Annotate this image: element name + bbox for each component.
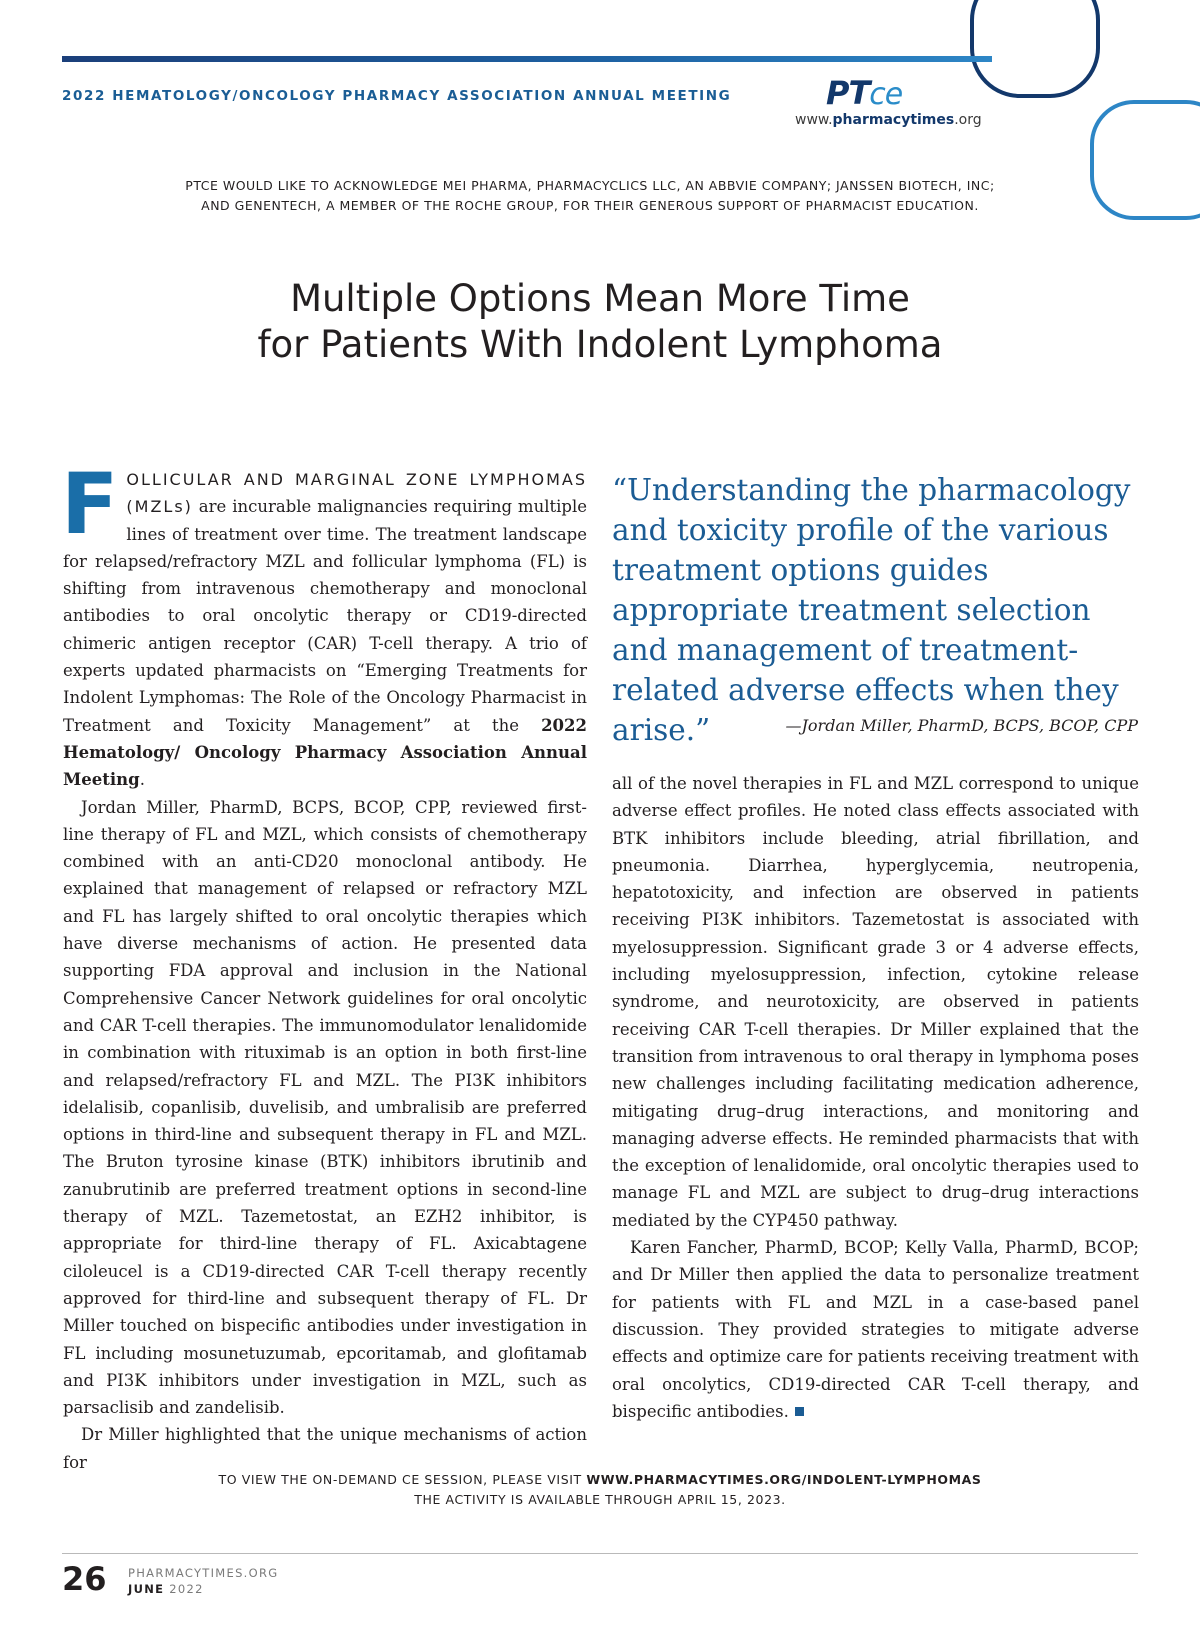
- footer-date: [128, 1582, 204, 1596]
- cta-block: [100, 1470, 1100, 1510]
- acknowledgement-line-2: AND GENENTECH, A MEMBER OF THE ROCHE GROUP, FOR THEIR GENEROUS SUPPORT OF PHARMACIST EDUCATION.: [201, 198, 979, 213]
- lead-in: OLLICULAR AND MARGINAL ZONE LYMPHOMAS (MZLs): [126, 470, 587, 517]
- title-line-2: for Patients With Indolent Lymphoma: [257, 323, 943, 366]
- paragraph-1-end: .: [139, 770, 145, 790]
- left-column: [61, 455, 587, 1476]
- paragraph-4-text: Karen Fancher, PharmD, BCOP; Kelly Valla, PharmD, BCOP; and Dr Miller then applied the data to personalize treatment for patients with FL and MZL in a case-based panel discussion. They provided strategies to mitigate adverse effects and optimize care for patients receiving treatment with oral oncolytics, CD19-directed CAR T-cell therapy, and bispecific antibodies.: [612, 1238, 1139, 1421]
- article-title: [120, 276, 1080, 368]
- meeting-name: 2022 HEMATOLOGY/ONCOLOGY PHARMACY ASSOCIATION ANNUAL MEETING: [62, 88, 732, 104]
- drop-cap: F: [61, 455, 119, 553]
- logo-url-domain: pharmacytimes: [832, 112, 955, 128]
- paragraph-2: Jordan Miller, PharmD, BCPS, BCOP, CPP, reviewed first-line therapy of FL and MZL, which consists of chemotherapy combined with an anti-CD20 monoclonal antibody. He explained that management of relapsed or refractory MZL and FL has largely shifted to oral oncolytic therapies which have diverse mechanisms of action. He presented data supporting FDA approval and inclusion in the National Comprehensive Cancer Network guidelines for oral oncolytic and CAR T-cell therapies. The immunomodulator lenalidomide in combination with rituximab is an option in both first-line and relapsed/refractory FL and MZL. The PI3K inhibitors idelalisib, copanlisib, duvelisib, and umbralisib are preferred options in third-line and subsequent therapy in FL and MZL. The Bruton tyrosine kinase (BTK) inhibitors ibrutinib and zanubrutinib are preferred treatment options in second-line therapy of MZL. Tazemetostat, an EZH2 inhibitor, is appropriate for third-line therapy of FL. Axicabtagene ciloleucel is a CD19-directed CAR T-cell therapy recently approved for third-line and subsequent therapy of FL. Dr Miller touched on bispecific antibodies under investigation in FL including mosunetuzumab, epcoritamab, and glofitamab and PI3K inhibitors under investigation in MZL, such as parsaclisib and zandelisib.: [63, 797, 587, 1418]
- end-mark-icon: [795, 1407, 804, 1416]
- meeting-reference: 2022 Hematology/ Oncology Pharmacy Association Annual Meeting: [63, 715, 587, 790]
- decorative-rounded-square-navy: [970, 0, 1100, 98]
- page-number: 26: [62, 1560, 107, 1598]
- logo-pt: PT: [826, 74, 870, 112]
- pull-quote: “Understanding the pharmacology and toxicity profile of the various treatment options guides appropriate treatment selection and management of treatment-related adverse effects when they arise.”: [612, 473, 1131, 747]
- logo-url-prefix: www.: [795, 112, 833, 128]
- cta-prefix: TO VIEW THE ON-DEMAND CE SESSION, PLEASE VISIT: [218, 1472, 587, 1487]
- paragraph-1: [61, 455, 587, 794]
- logo-url: [795, 112, 982, 128]
- cta-line-2: THE ACTIVITY IS AVAILABLE THROUGH APRIL 15, 2023.: [414, 1492, 786, 1507]
- logo-ce: ce: [869, 77, 903, 112]
- cta-line-1: [100, 1470, 1100, 1490]
- right-column: [612, 770, 1139, 1425]
- ptce-logo: [826, 74, 902, 112]
- paragraph-3: Dr Miller highlighted that the unique mechanisms of action for: [63, 1425, 587, 1472]
- paragraph-3-continued: all of the novel therapies in FL and MZL correspond to unique adverse effect profiles. He noted class effects associated with BTK inhibitors include bleeding, atrial fibrillation, and pneumonia. Diarrhea, hyperglycemia, neutropenia, hepatotoxicity, and infection are observed in patients receiving PI3K inhibitors. Tazemetostat is associated with myelosuppression. Significant grade 3 or 4 adverse effects, including myelosuppression, infection, cytokine release syndrome, and neurotoxicity, are observed in patients receiving CAR T-cell therapies. Dr Miller explained that the transition from intravenous to oral therapy in lymphoma poses new challenges including facilitating medication adherence, mitigating drug–drug interactions, and monitoring and managing adverse effects. He reminded pharmacists that with the exception of lenalidomide, oral oncolytic therapies used to manage FL and MZL are subject to drug–drug interactions mediated by the CYP450 pathway.: [612, 774, 1139, 1230]
- paragraph-4: [612, 1234, 1139, 1425]
- acknowledgement-line-1: PTCE WOULD LIKE TO ACKNOWLEDGE MEI PHARMA, PHARMACYCLICS LLC, AN ABBVIE COMPANY; JANSSEN BIOTECH, INC;: [185, 178, 995, 193]
- cta-link[interactable]: WWW.PHARMACYTIMES.ORG/INDOLENT-LYMPHOMAS: [586, 1472, 982, 1487]
- logo-url-suffix: .org: [954, 112, 982, 128]
- header-gradient-bar: [62, 56, 992, 62]
- footer-rule: [62, 1553, 1138, 1554]
- quote-attribution: —Jordan Miller, PharmD, BCPS, BCOP, CPP: [785, 716, 1138, 735]
- decorative-rounded-square-blue: [1090, 100, 1200, 220]
- footer-year: 2022: [164, 1582, 204, 1596]
- footer-month: JUNE: [128, 1582, 165, 1596]
- paragraph-1-text: are incurable malignancies requiring multiple lines of treatment over time. The treatment landscape for relapsed/refractory MZL and follicular lymphoma (FL) is shifting from intravenous chemotherapy and monoclonal antibodies to oral oncolytic therapy or CD19-directed chimeric antigen receptor (CAR) T-cell therapy. A trio of experts updated pharmacists on “Emerging Treatments for Indolent Lymphomas: The Role of the Oncology Pharmacist in Treatment and Toxicity Management” at the: [63, 497, 587, 735]
- acknowledgement: [140, 176, 1040, 216]
- title-line-1: Multiple Options Mean More Time: [290, 277, 910, 320]
- footer-site: PHARMACYTIMES.ORG: [128, 1566, 279, 1580]
